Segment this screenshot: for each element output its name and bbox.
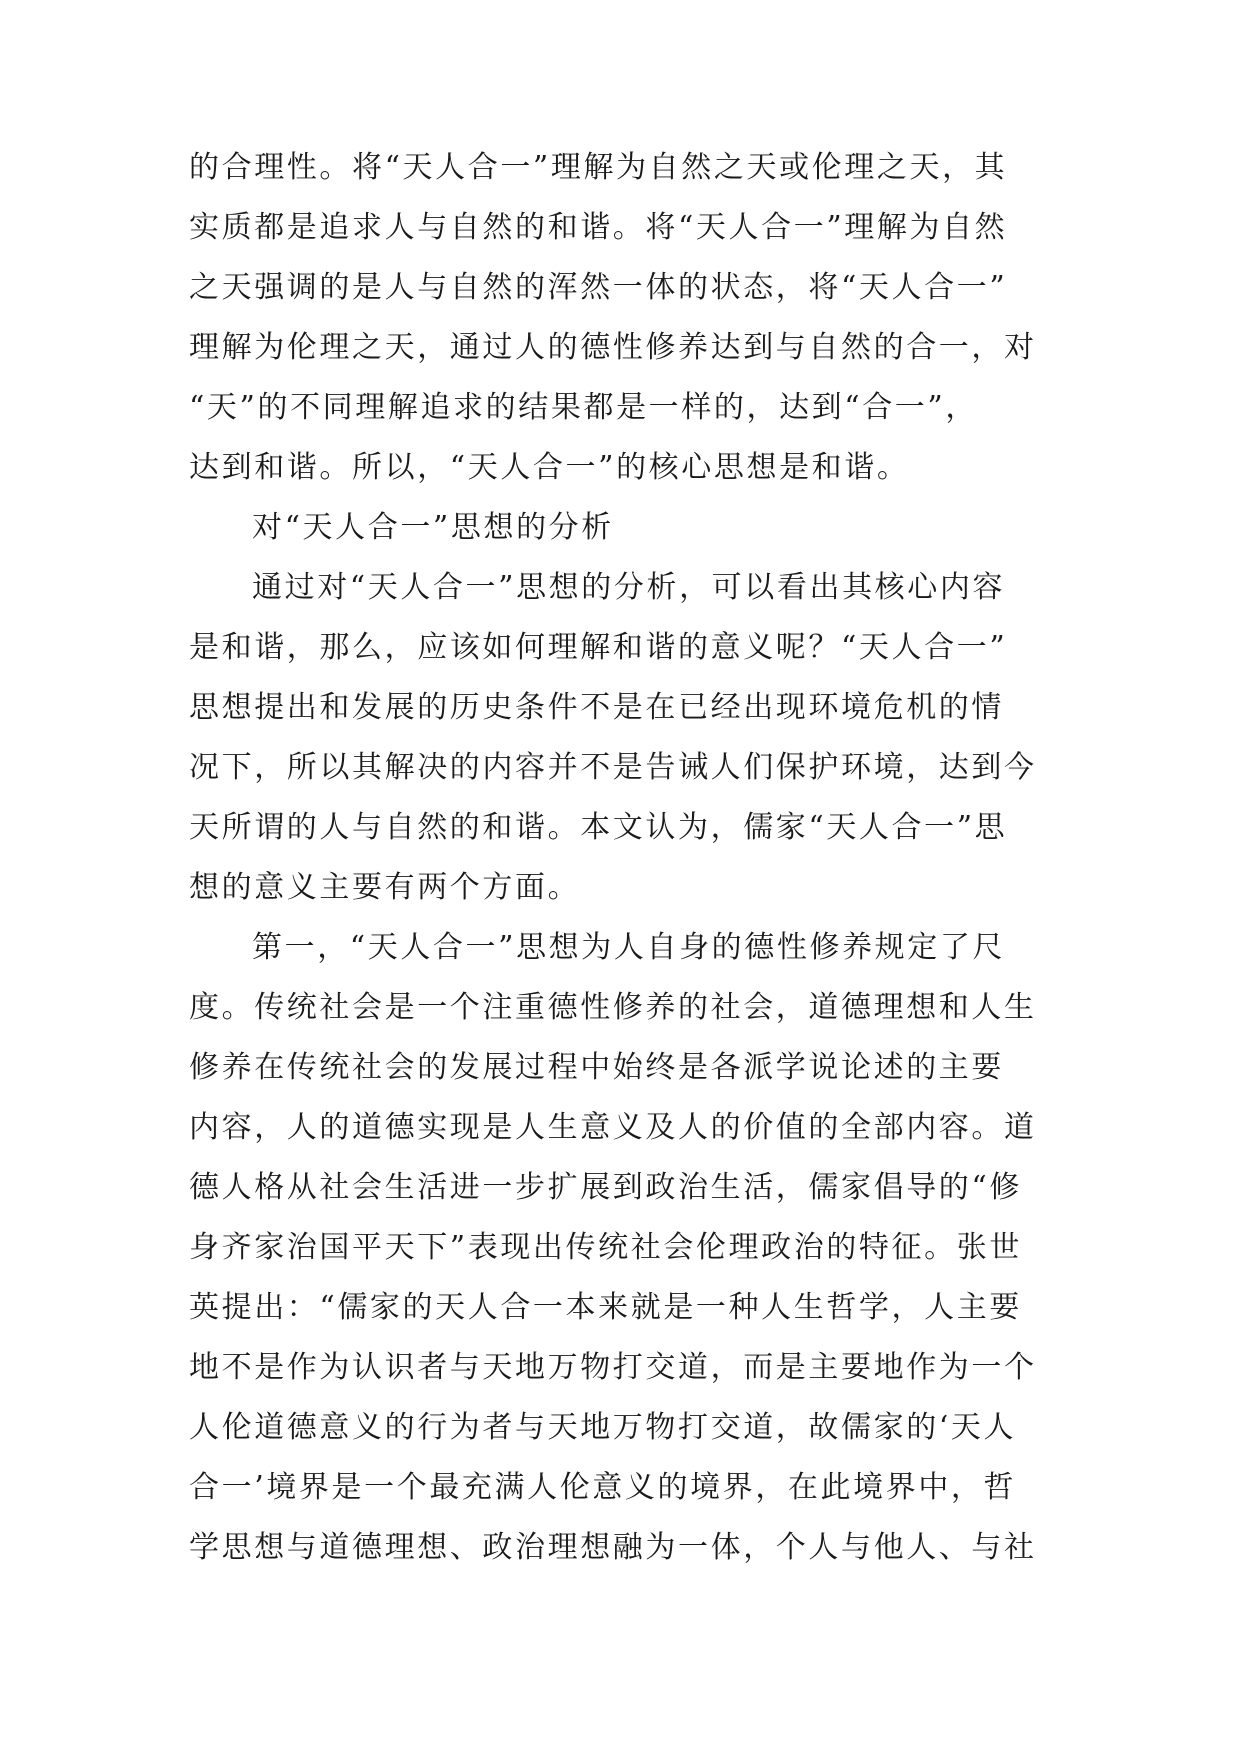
text-line: 第一，“天人合一”思想为人自身的德性修养规定了尺: [252, 930, 1006, 965]
text-line: 度。传统社会是一个注重德性修养的社会，道德理想和人生: [189, 990, 1037, 1025]
text-line: 身齐家治国平天下”表现出传统社会伦理政治的特征。张世: [189, 1230, 1022, 1265]
text-line: 之天强调的是人与自然的浑然一体的状态，将“天人合一”: [189, 270, 1008, 305]
text-line: 想的意义主要有两个方面。: [189, 870, 581, 905]
text-line: 德人格从社会生活进一步扩展到政治生活，儒家倡导的“修: [189, 1170, 1022, 1205]
text-line: 人伦道德意义的行为者与天地万物打交道，故儒家的‘天人: [189, 1410, 1017, 1445]
text-line: 的合理性。将“天人合一”理解为自然之天或伦理之天，其: [189, 150, 1008, 185]
text-line: 思想提出和发展的历史条件不是在已经出现环境危机的情: [189, 690, 1004, 725]
section-heading: 对“天人合一”思想的分析: [252, 510, 614, 545]
text-line: 修养在传统社会的发展过程中始终是各派学说论述的主要: [189, 1050, 1004, 1085]
text-line: 英提出：“儒家的天人合一本来就是一种人生哲学，人主要: [189, 1290, 1022, 1325]
text-line: 内容，人的道德实现是人生意义及人的价值的全部内容。道: [189, 1110, 1037, 1145]
text-line: 达到和谐。所以，“天人合一”的核心思想是和谐。: [189, 450, 910, 485]
text-line: 是和谐，那么，应该如何理解和谐的意义呢？“天人合一”: [189, 630, 1008, 665]
text-line: 通过对“天人合一”思想的分析，可以看出其核心内容: [252, 570, 1006, 605]
text-line: 况下，所以其解决的内容并不是告诫人们保护环境，达到今: [189, 750, 1037, 785]
text-line: 地不是作为认识者与天地万物打交道，而是主要地作为一个: [189, 1350, 1037, 1385]
text-line: 理解为伦理之天，通过人的德性修养达到与自然的合一，对: [189, 330, 1037, 365]
text-line: 天所谓的人与自然的和谐。本文认为，儒家“天人合一”思: [189, 810, 1008, 845]
text-line: “天”的不同理解追求的结果都是一样的，达到“合一”，: [189, 390, 978, 425]
text-line: 学思想与道德理想、政治理想融为一体，个人与他人、与社: [189, 1530, 1037, 1565]
text-line: 合一’境界是一个最充满人伦意义的境界，在此境界中，哲: [189, 1470, 1017, 1505]
text-line: 实质都是追求人与自然的和谐。将“天人合一”理解为自然: [189, 210, 1008, 245]
